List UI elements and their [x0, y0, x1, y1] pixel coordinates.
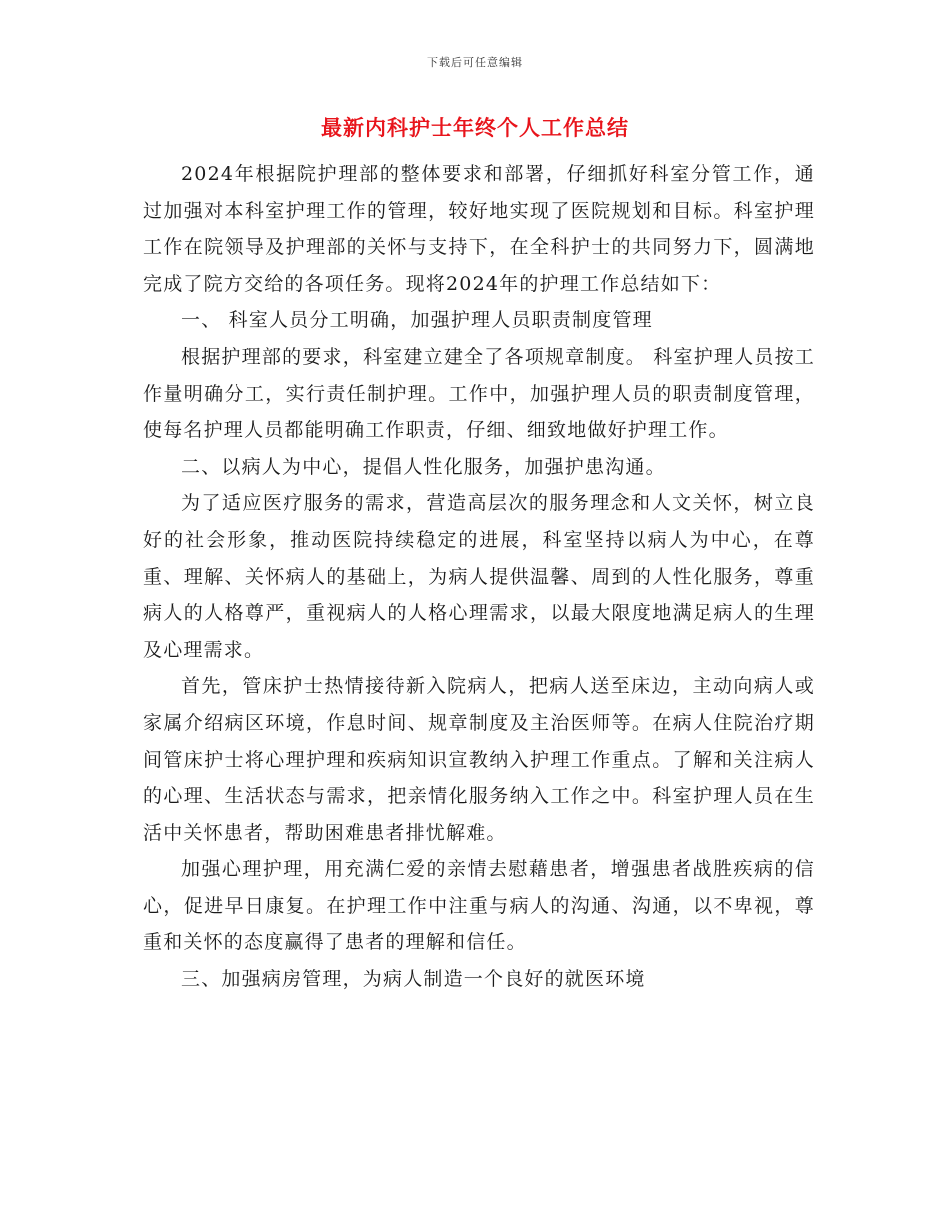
document-body	[143, 156, 815, 998]
paragraph-section-2a: 为了适应医疗服务的需求，营造高层次的服务理念和人文关怀，树立良好的社会形象，推动医院持续稳定的进展，科室坚持以病人为中心，在尊重、理解、关怀病人的基础上，为病人提供温馨、周到的人性化服务，尊重病人的人格尊严，重视病人的人格心理需求，以最大限度地满足病人的生理及心理需求。	[143, 492, 815, 661]
heading-section-2: 二、以病人为中心，提倡人性化服务，加强护患沟通。	[181, 455, 666, 478]
header-note: 下载后可任意编辑	[427, 56, 523, 69]
heading-section-1: 一、 科室人员分工明确，加强护理人员职责制度管理	[181, 309, 653, 332]
paragraph-section-1: 根据护理部的要求，科室建立建全了各项规章制度。 科室护理人员按工作量明确分工，实行责任制护理。工作中，加强护理人员的职责制度管理，使每名护理人员都能明确工作职责，仔细、细致地做好护理工作。	[143, 345, 815, 442]
heading-section-3: 三、加强病房管理，为病人制造一个良好的就医环境	[181, 968, 646, 991]
document-title: 最新内科护士年终个人工作总结	[321, 115, 629, 140]
paragraph-section-2c: 加强心理护理，用充满仁爱的亲情去慰藉患者，增强患者战胜疾病的信心，促进早日康复。在护理工作中注重与病人的沟通、沟通，以不卑视，尊重和关怀的态度赢得了患者的理解和信任。	[143, 858, 815, 954]
paragraph-intro: 2024年根据院护理部的整体要求和部署，仔细抓好科室分管工作，通过加强对本科室护理工作的管理，较好地实现了医院规划和目标。科室护理工作在院领导及护理部的关怀与支持下，在全科护士的共同努力下，圆满地完成了院方交给的各项任务。现将2024年的护理工作总结如下：	[143, 163, 815, 295]
paragraph-section-2b: 首先，管床护士热情接待新入院病人，把病人送至床边，主动向病人或家属介绍病区环境，作息时间、规章制度及主治医师等。在病人住院治疗期间管床护士将心理护理和疾病知识宣教纳入护理工作重点。了解和关注病人的心理、生活状态与需求，把亲情化服务纳入工作之中。科室护理人员在生活中关怀患者，帮助困难患者排忧解难。	[143, 675, 815, 844]
